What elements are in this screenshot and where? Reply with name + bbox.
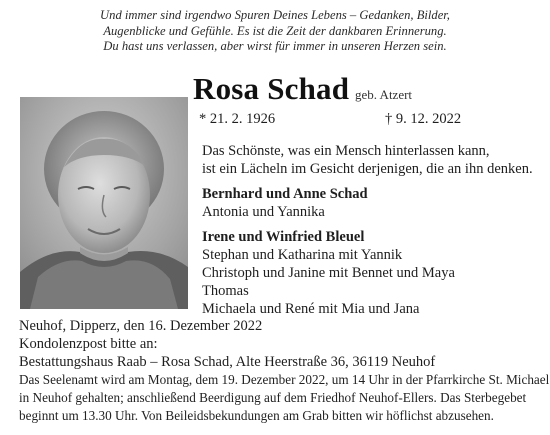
place-date: Neuhof, Dipperz, den 16. Dezember 2022 bbox=[19, 318, 263, 334]
portrait-photo bbox=[20, 97, 188, 309]
notice-line: beginnt um 13.30 Uhr. Von Beileidsbekundungen am Grab bitten wir höflichst abzusehen. bbox=[19, 408, 494, 423]
deceased-name: Rosa Schad bbox=[193, 71, 350, 106]
portrait-image bbox=[20, 97, 188, 309]
poem-line: Du hast uns verlassen, aber wirst für immer in unseren Herzen sein. bbox=[103, 39, 447, 53]
family-group bbox=[202, 185, 368, 221]
maiden-name: geb. Atzert bbox=[355, 87, 413, 102]
family-member: Michaela und René mit Mia und Jana bbox=[202, 301, 420, 317]
funeral-notice bbox=[19, 371, 549, 425]
farewell-quote bbox=[202, 142, 533, 178]
quote-line: ist ein Lächeln im Gesicht derjenigen, die an ihn denken. bbox=[202, 161, 533, 177]
family-member: Thomas bbox=[202, 283, 249, 299]
family-head: Bernhard und Anne Schad bbox=[202, 186, 368, 202]
poem-line: Augenblicke und Gefühle. Es ist die Zeit der dankbaren Erinnerung. bbox=[103, 23, 447, 38]
quote-line: Das Schönste, was ein Mensch hinterlassen kann, bbox=[202, 143, 490, 159]
condolence-label: Kondolenzpost bitte an: bbox=[19, 336, 158, 352]
family-group bbox=[202, 228, 455, 318]
birth-date: * 21. 2. 1926 bbox=[199, 111, 276, 127]
family-member: Christoph und Janine mit Bennet und Maya bbox=[202, 265, 455, 281]
family-member: Antonia und Yannika bbox=[202, 204, 325, 220]
family-head: Irene und Winfried Bleuel bbox=[202, 229, 365, 245]
death-date: † 9. 12. 2022 bbox=[385, 111, 462, 127]
condolence-address: Bestattungshaus Raab – Rosa Schad, Alte Heerstraße 36, 36119 Neuhof bbox=[19, 354, 436, 370]
poem-line: Und immer sind irgendwo Spuren Deines Lebens – Gedanken, Bilder, bbox=[100, 8, 450, 22]
notice-line: in Neuhof gehalten; anschließend Beerdigung auf dem Friedhof Neuhof-Ellers. Das Sterbegebet bbox=[19, 390, 527, 405]
memorial-poem bbox=[0, 8, 550, 55]
family-member: Stephan und Katharina mit Yannik bbox=[202, 247, 403, 263]
sender-info bbox=[19, 317, 435, 371]
notice-line: Das Seelenamt wird am Montag, dem 19. Dezember 2022, um 14 Uhr in der Pfarrkirche St. Michael bbox=[19, 372, 550, 387]
